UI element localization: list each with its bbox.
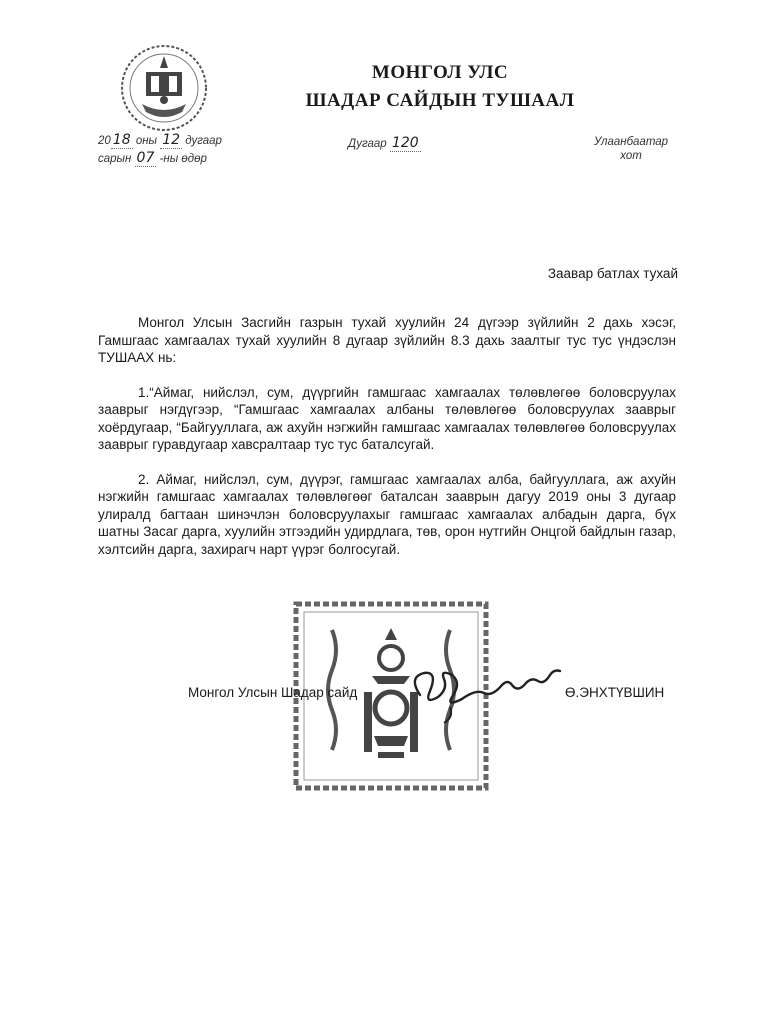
handwritten-signature-icon: [400, 655, 580, 725]
city-name: Улаанбаатар: [594, 136, 669, 148]
city-suffix: хот: [620, 150, 642, 162]
document-city: [594, 135, 668, 163]
date-text-ony: оны: [135, 135, 158, 147]
body-item-1: 1.“Аймаг, нийслэл, сум, дүүргийн гамшгаас хамгаалах төлөвлөгөө боловсруулах зааврыг нэгдүгээр, “Гамшгаас хамгаалах албаны төлөвлөгөө боловсруулах зааврыг хоёрдугаар, “Байгууллага, аж ахуйн нэгжийн гамшгаас хамгаалах төлөвлөгөө боловсруулах зааврыг гуравдугаар хавсралтаар тус тус баталсугай.: [98, 384, 676, 452]
date-text-saryn: сарын: [98, 153, 132, 165]
document-subject: Заавар батлах тухай: [547, 266, 678, 281]
body-intro: Монгол Улсын Засгийн газрын тухай хуулийн 24 дүгээр зүйлийн 2 дахь хэсэг, Гамшгаас хамгаалах тухай хуулийн 8 дугаар зүйлийн 8.3 дахь заалтыг тус тус үндэслэн ТУШААХ нь:: [98, 315, 676, 365]
signatory-name: Ө.ЭНХТҮВШИН: [565, 685, 665, 700]
month-handwritten: 12: [162, 132, 181, 148]
body-item-2: 2. Аймаг, нийслэл, сум, дүүрэг, гамшгаас хамгаалах алба, байгууллага, аж ахуйн нэгжийн гамшгаас хамгаалах төлөвлөгөөг баталсан зааврын дагуу 2019 оны 3 дугаар улиралд багтаан шинэчлэн боловсруулахыг гамшгаас хамгаалах албадын дарга, бүх шатны Засаг дарга, хуулийн этгээдийн удирдлага, төв, орон нутгийн Онцгой байдлын газар, хэлтсийн дарга, захирагч нарт үүрэг болгосугай.: [98, 471, 676, 557]
date-prefix: 20: [98, 135, 111, 147]
state-emblem-icon: [118, 42, 210, 134]
document-body: [98, 314, 676, 558]
date-text-odor: -ны өдөр: [159, 153, 207, 165]
number-label: Дугаар: [348, 138, 387, 150]
document-date: [98, 132, 222, 168]
organization-title: МОНГОЛ УЛС: [371, 62, 509, 83]
year-handwritten: 18: [112, 132, 131, 148]
document-type-title: ШАДАР САЙДЫН ТУШААЛ: [305, 90, 575, 111]
signatory-title: Монгол Улсын Шадар сайд: [188, 685, 358, 700]
document-number: [348, 135, 421, 151]
date-text-dugaar: дугаар: [185, 135, 222, 147]
day-handwritten: 07: [136, 150, 155, 166]
number-handwritten: 120: [391, 135, 419, 151]
